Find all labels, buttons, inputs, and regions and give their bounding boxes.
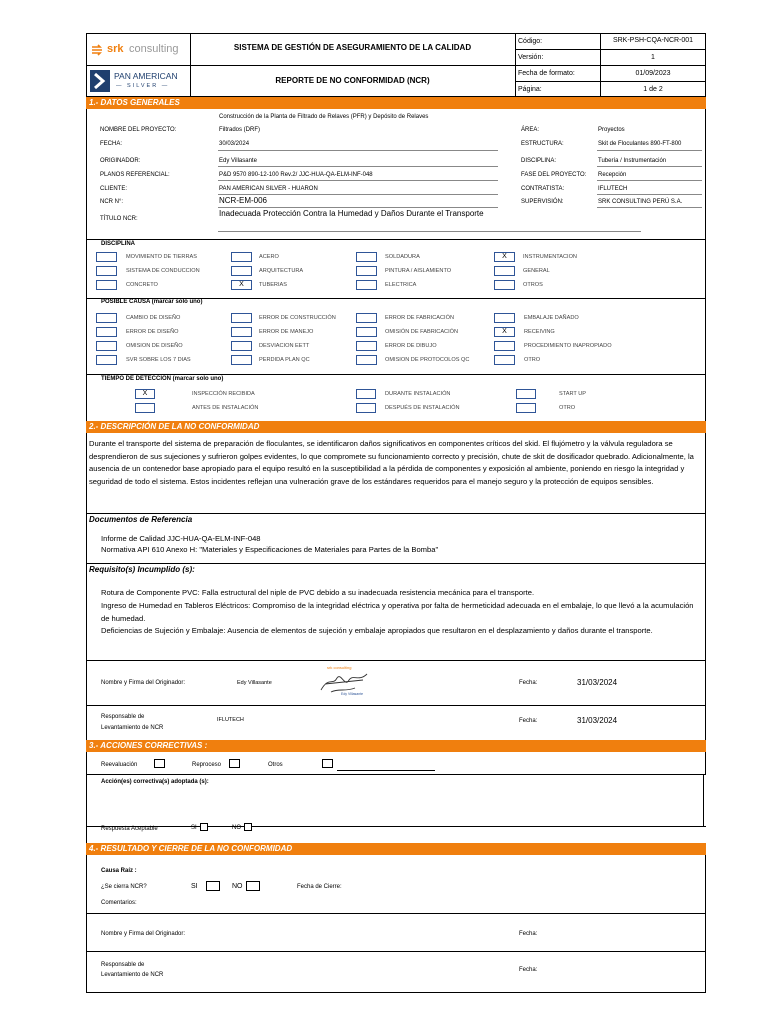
field-underline bbox=[218, 180, 498, 181]
header-divider bbox=[515, 65, 706, 66]
otros-input-line[interactable] bbox=[337, 770, 435, 771]
checkbox-label: TUBERIAS bbox=[259, 282, 287, 288]
pan-american-name: PAN AMERICAN bbox=[114, 71, 178, 81]
label-supervision: SUPERVISIÓN: bbox=[521, 199, 564, 205]
value-planos: P&D 9570 890-12-100 Rev.2/ JJC-HUA-QA-ELM-INF-048 bbox=[219, 172, 373, 178]
checkbox-label: CONCRETO bbox=[126, 282, 158, 288]
checkbox-label: SVR SOBRE LOS 7 DIAS bbox=[126, 357, 191, 363]
field-underline bbox=[597, 207, 702, 208]
checkbox[interactable] bbox=[494, 355, 515, 365]
firma-originador-fecha: 31/03/2024 bbox=[577, 678, 618, 687]
checkbox[interactable]: X bbox=[494, 327, 515, 337]
pan-american-sub: — SILVER — bbox=[116, 83, 170, 89]
checkbox-label: SISTEMA DE CONDUCCION bbox=[126, 268, 200, 274]
checkbox-label: INSPECCIÓN RECIBIDA bbox=[192, 391, 255, 397]
srk-logo-icon bbox=[92, 44, 106, 56]
checkbox-label: OMISION DE PROTOCOLOS QC bbox=[385, 357, 470, 363]
frame-line bbox=[705, 433, 706, 740]
frame-line bbox=[86, 705, 706, 706]
otros-label: Otros bbox=[268, 762, 283, 768]
frame-line bbox=[86, 513, 706, 514]
field-underline bbox=[218, 166, 498, 167]
frame-line bbox=[86, 239, 87, 426]
checkbox-label: ELECTRICA bbox=[385, 282, 417, 288]
checkbox-label: OMISION DE DISEÑO bbox=[126, 343, 183, 349]
checkbox[interactable] bbox=[516, 403, 536, 413]
frame-line bbox=[86, 109, 87, 239]
checkbox[interactable] bbox=[96, 313, 117, 323]
checkbox-label: DESVIACION EETT bbox=[259, 343, 310, 349]
reproceso-label: Reproceso bbox=[192, 762, 222, 768]
meta-value: 1 de 2 bbox=[643, 86, 663, 93]
label-disciplina: DISCIPLINA: bbox=[521, 158, 557, 164]
meta-label: Versión: bbox=[518, 54, 544, 61]
value-supervision: SRK CONSULTING PERÚ S.A. bbox=[598, 199, 683, 205]
se-cierra-label: ¿Se cierra NCR? bbox=[101, 884, 147, 890]
frame-line bbox=[86, 826, 706, 827]
checkbox-label: ERROR DE FABRICACIÓN bbox=[385, 315, 454, 321]
pan-american-logo-icon bbox=[90, 70, 110, 92]
checkbox[interactable] bbox=[494, 280, 515, 290]
frame-line bbox=[705, 752, 706, 774]
causa-raiz-label: Causa Raíz : bbox=[101, 868, 137, 874]
field-underline bbox=[218, 207, 498, 208]
signature-stamp-name: Edy Villasante bbox=[341, 692, 364, 696]
section-bar-descripcion: 2.- DESCRIPCIÓN DE LA NO CONFORMIDAD bbox=[86, 421, 706, 433]
value-ncr: NCR-EM-006 bbox=[219, 196, 268, 205]
label-titulo: TÍTULO NCR: bbox=[100, 216, 138, 222]
signature-image bbox=[315, 665, 375, 699]
checkbox[interactable] bbox=[356, 313, 377, 323]
deteccion-heading: TIEMPO DE DETECCION (marcar solo uno) bbox=[101, 376, 224, 382]
disciplina-heading: DISCIPLINA bbox=[101, 241, 136, 247]
checkbox[interactable] bbox=[96, 252, 117, 262]
checkbox-label: EMBALAJE DAÑADO bbox=[524, 315, 579, 321]
respuesta-label: Respuesta Aceptable bbox=[101, 826, 158, 832]
label-fecha: FECHA: bbox=[100, 141, 123, 147]
checkbox[interactable] bbox=[135, 403, 155, 413]
value-originador: Edy Villasante bbox=[219, 158, 257, 164]
checkbox[interactable] bbox=[356, 252, 377, 262]
label-cliente: CLIENTE: bbox=[100, 186, 128, 192]
header-divider bbox=[86, 65, 516, 66]
checkbox[interactable] bbox=[356, 355, 377, 365]
checkbox[interactable] bbox=[231, 313, 252, 323]
responsable-label-1: Responsable de bbox=[101, 714, 145, 720]
meta-value: SRK-PSH-CQA-NCR-001 bbox=[612, 37, 694, 44]
meta-value: 1 bbox=[651, 54, 655, 61]
report-title: REPORTE DE NO CONFORMIDAD (NCR) bbox=[275, 76, 430, 85]
value-fase: Recepción bbox=[598, 172, 627, 178]
value-area: Proyectos bbox=[598, 127, 625, 133]
firma-fecha-label: Fecha: bbox=[519, 680, 538, 686]
checkbox[interactable] bbox=[356, 389, 376, 399]
descripcion-text: Durante el transporte del sistema de preparación de floculantes, se identificaron daños significativos en componentes críticos del skid. El flujómetro y la válvula reguladora se desprendieron de sus sujeciones y sufrieron golpes evidentes, lo que compromete su funcionamiento correcto y precisión, chute de skit de dosificador quebrado. Adicionalmente, la ausencia de un contenedor base apropiado para el equipo resultó en la susceptibilidad a la pérdida de componentes y exposición al ambiente, poniendo en riesgo la integridad y seguridad de todo el sistema. Estos incidentes reflejan una vulneración grave de los estándares requeridos para el manejo seguro y la protección de equipos sensibles. bbox=[89, 439, 694, 486]
meta-label: Página: bbox=[518, 86, 542, 93]
header-divider bbox=[515, 81, 706, 82]
accion-adoptada-field[interactable] bbox=[90, 790, 700, 824]
cierre-fecha-label: Fecha: bbox=[519, 931, 538, 937]
checkbox[interactable] bbox=[96, 341, 117, 351]
value-proyecto-1: Construcción de la Planta de Filtrado de Relaves (PFR) y Depósito de Relaves bbox=[219, 114, 429, 120]
field-underline bbox=[218, 150, 498, 151]
header-divider bbox=[515, 49, 706, 50]
checkbox-label: CAMBIO DE DISEÑO bbox=[126, 315, 181, 321]
field-underline bbox=[218, 231, 641, 232]
requisito-paragraph: Ingreso de Humedad en Tableros Eléctricos: Compromiso de la integridad eléctrica y operativa por falta de hermeticidad adecuada en el embalaje, lo que llevó a la acumulación de humedad. bbox=[101, 601, 694, 623]
referencia-line: Informe de Calidad JJC-HUA-QA-ELM-INF-048 bbox=[101, 534, 261, 543]
frame-line bbox=[703, 774, 704, 826]
checkbox[interactable] bbox=[231, 252, 252, 262]
meta-label: Código: bbox=[518, 38, 543, 45]
cierre-si-checkbox[interactable] bbox=[206, 881, 220, 891]
frame-line bbox=[705, 109, 706, 239]
responsable-label-2: Levantamiento de NCR bbox=[101, 725, 164, 731]
checkbox-label: PINTURA / AISLAMIENTO bbox=[385, 268, 452, 274]
checkbox-label: START UP bbox=[559, 391, 587, 397]
frame-line bbox=[86, 774, 706, 775]
checkbox-label: ERROR DE DISEÑO bbox=[126, 329, 179, 335]
frame-line bbox=[86, 913, 706, 914]
checkbox-label: OTROS bbox=[523, 282, 543, 288]
checkbox[interactable] bbox=[356, 280, 377, 290]
checkbox-label: RECEIVING bbox=[524, 329, 555, 335]
reevaluacion-label: Reevaluación bbox=[101, 762, 138, 768]
checkbox-label: INSTRUMENTACION bbox=[523, 254, 577, 260]
field-underline bbox=[597, 150, 702, 151]
checkbox[interactable] bbox=[231, 266, 252, 276]
frame-line bbox=[705, 239, 706, 426]
checkbox[interactable] bbox=[516, 389, 536, 399]
field-underline bbox=[597, 166, 702, 167]
cierre-responsable-fecha-label: Fecha: bbox=[519, 967, 538, 973]
checkbox[interactable] bbox=[96, 327, 117, 337]
cierre-si-label: SI bbox=[191, 883, 198, 890]
value-disciplina: Tubería / Instrumentación bbox=[598, 158, 667, 164]
checkbox-label: ACERO bbox=[259, 254, 279, 260]
meta-label: Fecha de formato: bbox=[518, 70, 575, 77]
frame-line bbox=[86, 660, 706, 661]
otros-checkbox[interactable] bbox=[322, 759, 333, 768]
firma-originador-label: Nombre y Firma del Originador: bbox=[101, 680, 186, 686]
cierre-no-label: NO bbox=[232, 883, 243, 890]
checkbox[interactable] bbox=[356, 266, 377, 276]
checkbox[interactable] bbox=[96, 355, 117, 365]
srk-logo bbox=[92, 42, 187, 58]
field-underline bbox=[597, 194, 702, 195]
value-fecha: 30/03/2024 bbox=[219, 141, 250, 147]
checkbox[interactable]: X bbox=[494, 252, 515, 262]
checkbox-label: OTRO bbox=[524, 357, 541, 363]
requisitos-heading: Requisito(s) Incumplido (s): bbox=[89, 565, 195, 574]
checkbox-label: ERROR DE DIBUJO bbox=[385, 343, 437, 349]
label-contratista: CONTRATISTA: bbox=[521, 186, 565, 192]
meta-value: 01/09/2023 bbox=[635, 70, 671, 77]
firma-originador-value: Edy Villasante bbox=[237, 680, 272, 686]
checkbox-label: SOLDADURA bbox=[385, 254, 420, 260]
signature-stamp-top: srk consulting bbox=[327, 665, 352, 670]
frame-line bbox=[86, 855, 87, 992]
checkbox[interactable] bbox=[494, 313, 515, 323]
checkbox[interactable]: X bbox=[231, 280, 252, 290]
cierre-no-checkbox[interactable] bbox=[246, 881, 260, 891]
checkbox[interactable] bbox=[231, 355, 252, 365]
checkbox[interactable] bbox=[356, 341, 377, 351]
frame-line bbox=[86, 239, 706, 240]
responsable-fecha-label: Fecha: bbox=[519, 718, 538, 724]
value-contratista: IFLUTECH bbox=[598, 186, 628, 192]
section-bar-datos-generales: 1.- DATOS GENERALES bbox=[86, 97, 706, 109]
respuesta-no-checkbox[interactable] bbox=[244, 823, 252, 831]
checkbox[interactable] bbox=[96, 266, 117, 276]
frame-line bbox=[86, 433, 87, 740]
checkbox-label: MOVIMIENTO DE TIERRAS bbox=[126, 254, 197, 260]
checkbox[interactable]: X bbox=[135, 389, 155, 399]
responsable-value: IFLUTECH bbox=[217, 717, 244, 723]
frame-line bbox=[86, 992, 706, 993]
field-underline bbox=[597, 180, 702, 181]
srk-logo-symbol: srk bbox=[107, 43, 124, 55]
checkbox-label: ERROR DE MANEJO bbox=[259, 329, 314, 335]
responsable-fecha: 31/03/2024 bbox=[577, 716, 618, 725]
checkbox[interactable] bbox=[356, 403, 376, 413]
label-ncr: NCR N°: bbox=[100, 199, 124, 205]
system-title: SISTEMA DE GESTIÓN DE ASEGURAMIENTO DE LA CALIDAD bbox=[233, 43, 472, 52]
label-fase: FASE DEL PROYECTO: bbox=[521, 172, 587, 178]
reproceso-checkbox[interactable] bbox=[229, 759, 240, 768]
checkbox[interactable] bbox=[231, 327, 252, 337]
pan-american-logo bbox=[90, 69, 188, 95]
label-area: ÁREA: bbox=[521, 127, 540, 133]
fecha-cierre-label: Fecha de Cierre: bbox=[297, 884, 342, 890]
label-proyecto: NOMBRE DEL PROYECTO: bbox=[100, 127, 177, 133]
checkbox[interactable] bbox=[494, 341, 515, 351]
checkbox-label: ANTES DE INSTALACIÓN bbox=[192, 405, 259, 411]
checkbox-label: GENERAL bbox=[523, 268, 550, 274]
field-underline bbox=[218, 194, 498, 195]
label-planos: PLANOS REFERENCIAL: bbox=[100, 172, 170, 178]
checkbox[interactable] bbox=[231, 341, 252, 351]
requisito-paragraph: Deficiencias de Sujeción y Embalaje: Ausencia de elementos de sujeción y embalaje apropiados que resultaron en el desplazamiento y daños durante el transporte. bbox=[101, 626, 653, 635]
srk-logo-text: consulting bbox=[129, 43, 179, 55]
causa-heading: POSIBLE CAUSA (marcar solo uno) bbox=[101, 299, 203, 305]
section-bar-cierre: 4.- RESULTADO Y CIERRE DE LA NO CONFORMIDAD bbox=[86, 843, 706, 855]
checkbox-label: ARQUITECTURA bbox=[259, 268, 304, 274]
accion-adoptada-label: Acción(es) correctiva(s) adoptada (s): bbox=[101, 779, 209, 785]
value-estructura: Skit de Floculantes 890-FT-800 bbox=[598, 141, 682, 147]
respuesta-si-label: SI bbox=[191, 825, 197, 831]
label-originador: ORIGINADOR: bbox=[100, 158, 141, 164]
checkbox[interactable] bbox=[96, 280, 117, 290]
checkbox[interactable] bbox=[494, 266, 515, 276]
frame-line bbox=[705, 855, 706, 992]
respuesta-no-label: NO bbox=[232, 825, 241, 831]
checkbox-label: PERDIDA PLAN QC bbox=[259, 357, 310, 363]
frame-line bbox=[86, 563, 706, 564]
checkbox-label: ERROR DE CONSTRUCCIÓN bbox=[259, 315, 336, 321]
checkbox-label: PROCEDIMIENTO INAPROPIADO bbox=[524, 343, 612, 349]
respuesta-si-checkbox[interactable] bbox=[200, 823, 208, 831]
frame-line bbox=[86, 752, 87, 843]
referencia-line: Normativa API 610 Anexo H: "Materiales y Especificaciones de Materiales para Partes de la Bomba" bbox=[101, 545, 439, 554]
value-titulo: Inadecuada Protección Contra la Humedad y Daños Durante el Transporte bbox=[219, 209, 484, 218]
checkbox[interactable] bbox=[356, 327, 377, 337]
value-proyecto-2: Filtrados (DRF) bbox=[219, 127, 261, 133]
cierre-firma-label: Nombre y Firma del Originador: bbox=[101, 931, 186, 937]
requisito-paragraph: Rotura de Componente PVC: Falla estructural del niple de PVC debido a su inadecuada resistencia mecánica para el transporte. bbox=[101, 588, 535, 597]
cierre-responsable-label-2: Levantamiento de NCR bbox=[101, 972, 164, 978]
label-estructura: ESTRUCTURA: bbox=[521, 141, 564, 147]
frame-line bbox=[86, 951, 706, 952]
checkbox-label: DESPUÉS DE INSTALACIÓN bbox=[385, 405, 460, 411]
checkbox-label: OMISIÓN DE FABRICACIÓN bbox=[385, 329, 459, 335]
cierre-responsable-label-1: Responsable de bbox=[101, 962, 145, 968]
comentarios-label: Comentarios: bbox=[101, 900, 137, 906]
checkbox-label: OTRO bbox=[559, 405, 576, 411]
referencias-heading: Documentos de Referencia bbox=[89, 515, 193, 524]
reevaluacion-checkbox[interactable] bbox=[154, 759, 165, 768]
section-bar-acciones: 3.- ACCIONES CORRECTIVAS : bbox=[86, 740, 706, 752]
value-cliente: PAN AMERICAN SILVER - HUARON bbox=[219, 186, 318, 192]
checkbox-label: DURANTE INSTALACIÓN bbox=[385, 391, 451, 397]
